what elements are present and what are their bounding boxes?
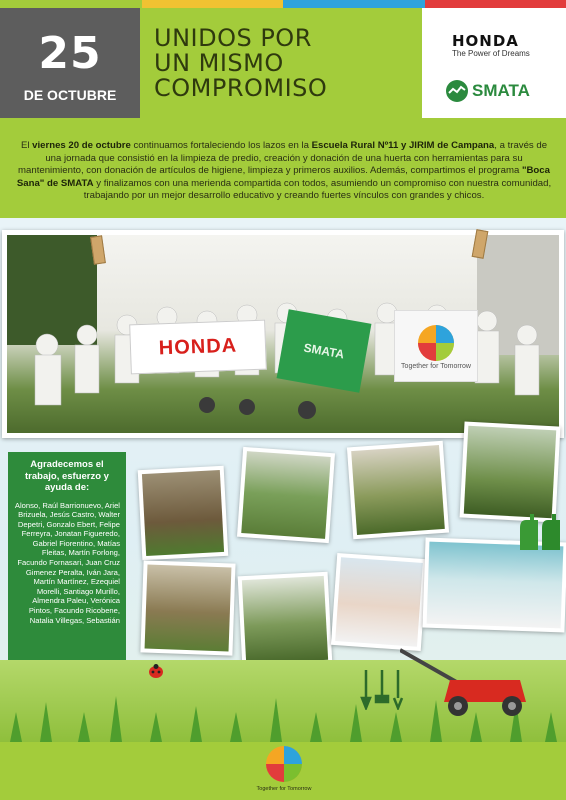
garden-photo-4 [460, 422, 561, 523]
together-for-tomorrow-logo [264, 744, 304, 784]
ladybug-icon [148, 664, 164, 678]
together-for-tomorrow-flag [394, 310, 478, 382]
date-month: DE OCTUBRE [23, 87, 117, 103]
footer-logo-text: Together for Tomorrow [256, 786, 312, 792]
date-day: 25 [38, 28, 102, 79]
group-photo [2, 230, 564, 438]
title-line-2: UN MISMO [154, 49, 284, 77]
garden-photo-6 [238, 572, 333, 669]
garden-photo-2 [237, 447, 335, 543]
lawnmower-icon [400, 640, 530, 718]
garden-photo-5 [140, 560, 235, 655]
garden-photo-3 [347, 441, 449, 539]
smata-logo [446, 80, 530, 102]
thanks-title: Agradecemos el trabajo, esfuerzo y ayuda de: [25, 459, 109, 493]
smata-flag: SMATA [277, 309, 372, 393]
flag-tft-label: Together for Tomorrow [401, 362, 471, 370]
date-badge [0, 8, 140, 118]
garden-tools-icon [360, 668, 404, 710]
title-line-1: UNIDOS POR [154, 24, 312, 52]
honda-logo: HONDA [452, 32, 519, 50]
honda-tagline: The Power of Dreams [452, 49, 530, 58]
thanks-names: Alonso, Raúl Barrionuevo, Ariel Brizuela, Jesús Castro, Walter Depetri, Gonzalo Ebert, Felipe Ferreyra, Jonatan Figueredo, Gabriel Fiorentino, Matías Fleitas, Martín Forlong, Facundo Fornasari, Juan Cruz Gimenez Peralta, Iván Jara, Martín Martínez, Ezequiel Morelli, Santiago Murillo, Almendra Paleu, Verónica Pintos, Facundo Ricobene, Natalia Villegas, Sebastián [14, 500, 120, 625]
thanks-panel [8, 452, 126, 660]
gloves-icon [516, 512, 564, 552]
sponsor-logos [422, 8, 566, 118]
top-color-strip [0, 0, 566, 8]
title-line-3: COMPROMISO [154, 74, 328, 102]
page-title [140, 8, 422, 118]
intro-paragraph: El viernes 20 de octubre continuamos fortaleciendo los lazos en la Escuela Rural Nº11 y JIRIM de Campana, a través de una jornada que consistió en la limpieza de predio, creación y donación de una huerta con herramientas para su mantenimiento, con donación de artículos de higiene, limpieza y primeros auxilios. Además, compartimos el programa "Boca Sana" de SMATA y finalizamos con una merienda compartida con todos, asumiendo un compromiso con nuestra comunidad, trabajando por un mejor desarrollo educativo y creando fuertes vínculos con grandes y chicos. [16, 140, 552, 201]
puzzle-globe-icon [416, 323, 456, 363]
child-photo [331, 553, 427, 651]
garden-photo-1 [138, 466, 229, 560]
smata-emblem-icon [446, 80, 468, 102]
smata-wordmark: SMATA [472, 81, 530, 100]
honda-banner: HONDA [129, 320, 267, 375]
